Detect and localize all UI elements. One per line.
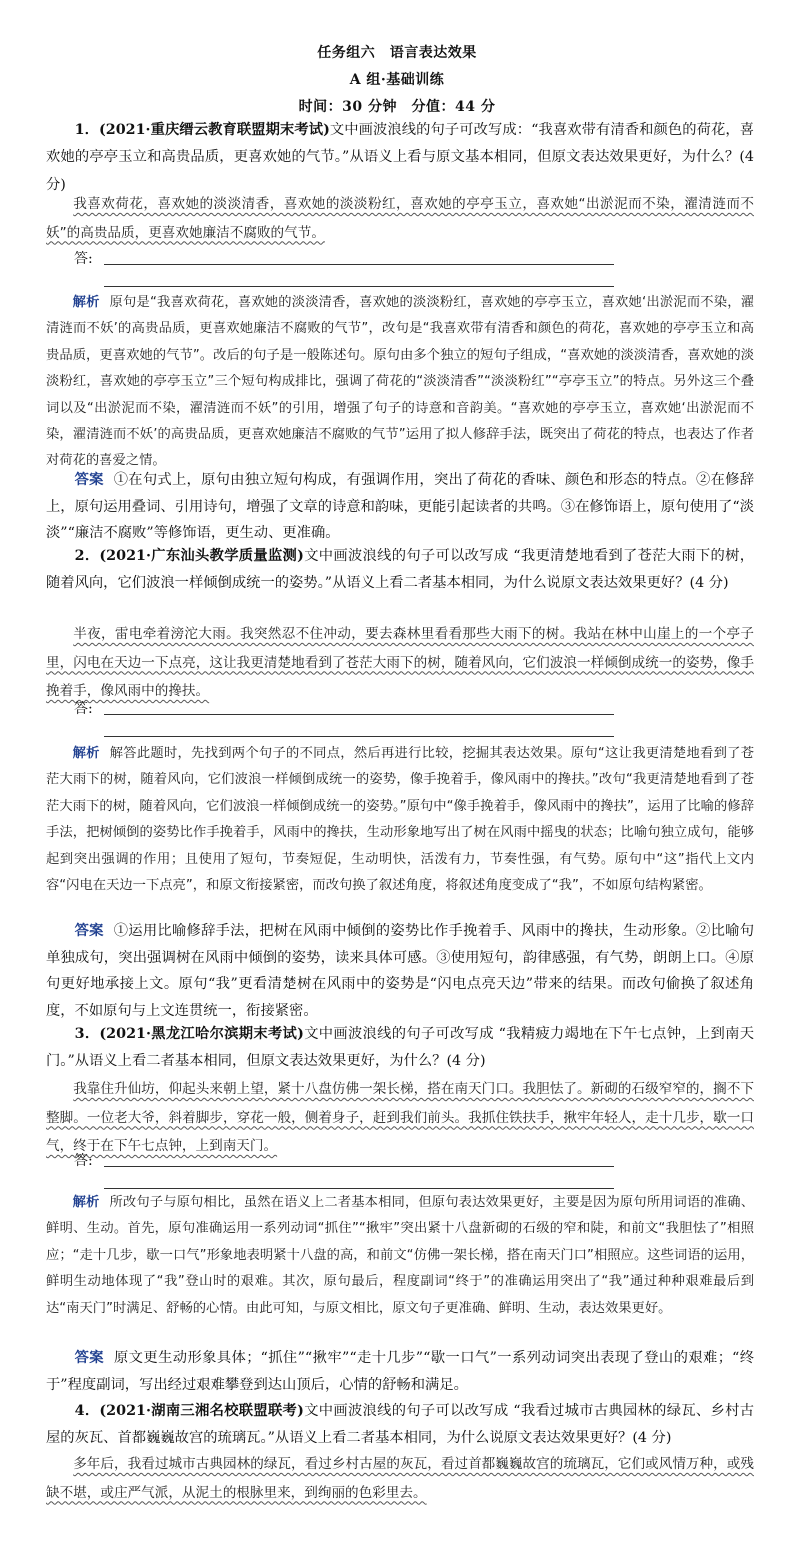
- analysis-text: 所改句子与原句相比，虽然在语义上二者基本相同，但原句表达效果更好，主要是因为原句所用词语的准确、鲜明、生动。首先，原句准确运用一系列动词“抓住”“揪牢”突出紧十八盘新砌的石级的窄和陡，和前文“我胆怯了”相照应；“走十几步，歇一口气”形象地表明紧十八盘的高，和前文“仿佛一架长梯，搭在南天门口”相照应。这些词语的运用，鲜明生动地体现了“我”登山时的艰难。其次，原句最后，程度副词“终于”的准确运用突出了“我”通过种种艰难最后到达“南天门”时满足、舒畅的心情。由此可知，与原文相比，原文句子更准确、鲜明、生动，表达效果更好。: [46, 1195, 755, 1316]
- answer-rule: [104, 1188, 614, 1189]
- analysis-text: 原句是“我喜欢荷花，喜欢她的淡淡清香，喜欢她的淡淡粉红，喜欢她的亭亭玉立，喜欢她‘出淤泥而不染，濯清涟而不妖’的高贵品质，更喜欢她廉洁不腐败的气节”，改句是“我喜欢带有清香和颜色的荷花，喜欢她的亭亭玉立和高贵品质，更喜欢她的气节”。改后的句子是一般陈述句。原句由多个独立的短句子组成，“喜欢她的淡淡清香，喜欢她的淡淡粉红，喜欢她的亭亭玉立”三个短句构成排比，强调了荷花的“淡淡清香”“淡淡粉红”“亭亭玉立”的特点。另外这三个叠词以及“出淤泥而不染，濯清涟而不妖”的引用，增强了句子的诗意和音韵美。“喜欢她的亭亭玉立，喜欢她‘出淤泥而不染，濯清涟而不妖’的高贵品质，更喜欢她廉洁不腐败的气节”运用了拟人修辞手法，既突出了荷花的特点，也表达了作者对荷花的喜爱之情。: [46, 295, 754, 469]
- analysis-3: [46, 1190, 754, 1322]
- question-2: [46, 543, 754, 598]
- question-prompt: 文中画波浪线的句子可改写成 “我精疲力竭地在下午七点钟，上到南天门。”从语义上看二者基本相同，但原文表达效果更好，为什么？(4 分): [46, 1026, 754, 1070]
- question-1: [46, 117, 754, 199]
- excerpt-text: 我喜欢荷花，喜欢她的淡淡清香，喜欢她的淡淡粉红，喜欢她的亭亭玉立，喜欢她“出淤泥而不染，濯清涟而不妖”的高贵品质，更喜欢她廉洁不腐败的气节。: [46, 196, 754, 241]
- excerpt-4: [46, 1450, 754, 1507]
- group-subtitle: A 组·基础训练: [349, 72, 445, 88]
- analysis-text: 解答此题时，先找到两个句子的不同点，然后再进行比较，挖掘其表达效果。原句“这让我更清楚地看到了苍茫大雨下的树，随着风向，它们波浪一样倾倒成统一的姿势，像手挽着手，像风雨中的搀扶。”改句“我更清楚地看到了苍茫大雨下的树，随着风向，它们波浪一样倾倒成统一的姿势。”原句中“像手挽着手，像风雨中的搀扶”，运用了比喻的修辞手法，把树倾倒的姿势比作手挽着手，风雨中的搀扶，生动形象地写出了树在风雨中摇曳的状态；比喻句独立成句，能够起到突出强调的作用；且使用了短句，节奏短促，生动明快，活泼有力，节奏性强，有气势。原句中“这”指代上文内容“闪电在天边一下点亮”，和原文衔接紧密，而改句换了叙述角度，将叙述角度变成了“我”，不如原句结构紧密。: [46, 746, 754, 894]
- question-prompt: 文中画波浪线的句子可以改写成 “我更清楚地看到了苍茫大雨下的树，随着风向，它们波浪一样倾倒成统一的姿势。”从语义上看二者基本相同，为什么说原文表达效果更好？(4 分): [46, 548, 754, 592]
- question-4: [46, 1398, 754, 1453]
- analysis-1: [46, 290, 754, 475]
- answer-label: 答:: [74, 251, 93, 267]
- analysis-tag: 解析: [72, 1195, 100, 1210]
- excerpt-3: [46, 1075, 754, 1161]
- question-3: [46, 1021, 754, 1076]
- excerpt-text: 半夜，雷电牵着滂沱大雨。我突然忍不住冲动，要去森林里看看那些大雨下的树。我站在林中山崖上的一个亭子里，闪电在天边一下点亮，这让我更清楚地看到了苍茫大雨下的树，随着风向，它们波浪一样倾倒成统一的姿势，像手挽着手，像风雨中的搀扶。: [46, 626, 754, 699]
- excerpt-1: [46, 190, 754, 247]
- answer-rule: [104, 1166, 614, 1167]
- time-score-info: 时间：30 分钟 分值：44 分: [298, 99, 496, 115]
- answer-tag: 答案: [74, 923, 104, 939]
- question-prompt: 文中画波浪线的句子可以改写成 “我看过城市古典园林的绿瓦、乡村古屋的灰瓦、首都巍巍故宫的琉璃瓦。”从语义上看二者基本相同，为什么说原文表达效果更好？(4 分): [46, 1403, 754, 1447]
- answer-rule: [104, 714, 614, 715]
- question-number: 1．: [74, 122, 99, 138]
- excerpt-text: 多年后，我看过城市古典园林的绿瓦，看过乡村古屋的灰瓦，看过首都巍巍故宫的琉璃瓦，它们或风情万种，或残缺不堪，或庄严气派，从泥土的根脉里来，到绚丽的色彩里去。: [46, 1456, 754, 1501]
- question-source: (2021·重庆缙云教育联盟期末考试): [99, 122, 330, 138]
- excerpt-text: 我靠住升仙坊，仰起头来朝上望，紧十八盘仿佛一架长梯，搭在南天门口。我胆怯了。新砌的石级窄窄的，搁不下整脚。一位老大爷，斜着脚步，穿花一般，侧着身子，赶到我们前头。我抓住铁扶手，揪牢年轻人，走十几步，歇一口气，终于在下午七点钟，上到南天门。: [46, 1081, 754, 1154]
- answer-text: ①运用比喻修辞手法，把树在风雨中倾倒的姿势比作手挽着手、风雨中的搀扶，生动形象。②比喻句单独成句，突出强调树在风雨中倾倒的姿势，读来具体可感。③使用短句，韵律感强，有气势，朗朗上口。④原句更好地承接上文。原句“我”更看清楚树在风雨中的姿势是“闪电点亮天边”带来的结果。而改句偷换了叙述角度，不如原句与上文连贯统一，衔接紧密。: [46, 923, 755, 1019]
- answer-1: [46, 467, 754, 547]
- analysis-tag: 解析: [72, 746, 100, 761]
- question-number: 2．: [74, 548, 100, 564]
- answer-rule: [104, 736, 614, 737]
- answer-rule: [104, 264, 614, 265]
- question-source: (2021·黑龙江哈尔滨期末考试): [99, 1026, 304, 1042]
- page-title: 任务组六 语言表达效果: [317, 45, 477, 61]
- analysis-tag: 解析: [72, 295, 100, 310]
- answer-rule: [104, 286, 614, 287]
- answer-label: 答:: [74, 1153, 93, 1169]
- answer-label: 答:: [74, 701, 93, 717]
- question-number: 3．: [74, 1026, 100, 1042]
- question-number: 4．: [74, 1403, 100, 1419]
- answer-2: [46, 918, 754, 1024]
- question-source: (2021·广东汕头教学质量监测): [99, 548, 304, 564]
- answer-text: 原文更生动形象具体；“抓住”“揪牢”“走十几步”“歇一口气”一系列动词突出表现了登山的艰难；“终于”程度副词，写出经过艰难攀登到达山顶后，心情的舒畅和满足。: [46, 1350, 754, 1393]
- question-prompt: 文中画波浪线的句子可改写成：“我喜欢带有清香和颜色的荷花，喜欢她的亭亭玉立和高贵品质，更喜欢她的气节。”从语义上看与原文基本相同，但原文表达效果更好，为什么？(4 分): [46, 122, 755, 193]
- excerpt-2: [46, 620, 754, 706]
- answer-text: ①在句式上，原句由独立短句构成，有强调作用，突出了荷花的香味、颜色和形态的特点。②在修辞上，原句运用叠词、引用诗句，增强了文章的诗意和韵味，更能引起读者的共鸣。③在修饰语上，原句使用了“淡淡”“廉洁不腐败”等修饰语，更生动、更准确。: [46, 472, 755, 542]
- question-source: (2021·湖南三湘名校联盟联考): [99, 1403, 304, 1419]
- answer-tag: 答案: [74, 1350, 104, 1366]
- answer-tag: 答案: [74, 472, 104, 488]
- answer-3: [46, 1345, 754, 1398]
- analysis-2: [46, 741, 754, 899]
